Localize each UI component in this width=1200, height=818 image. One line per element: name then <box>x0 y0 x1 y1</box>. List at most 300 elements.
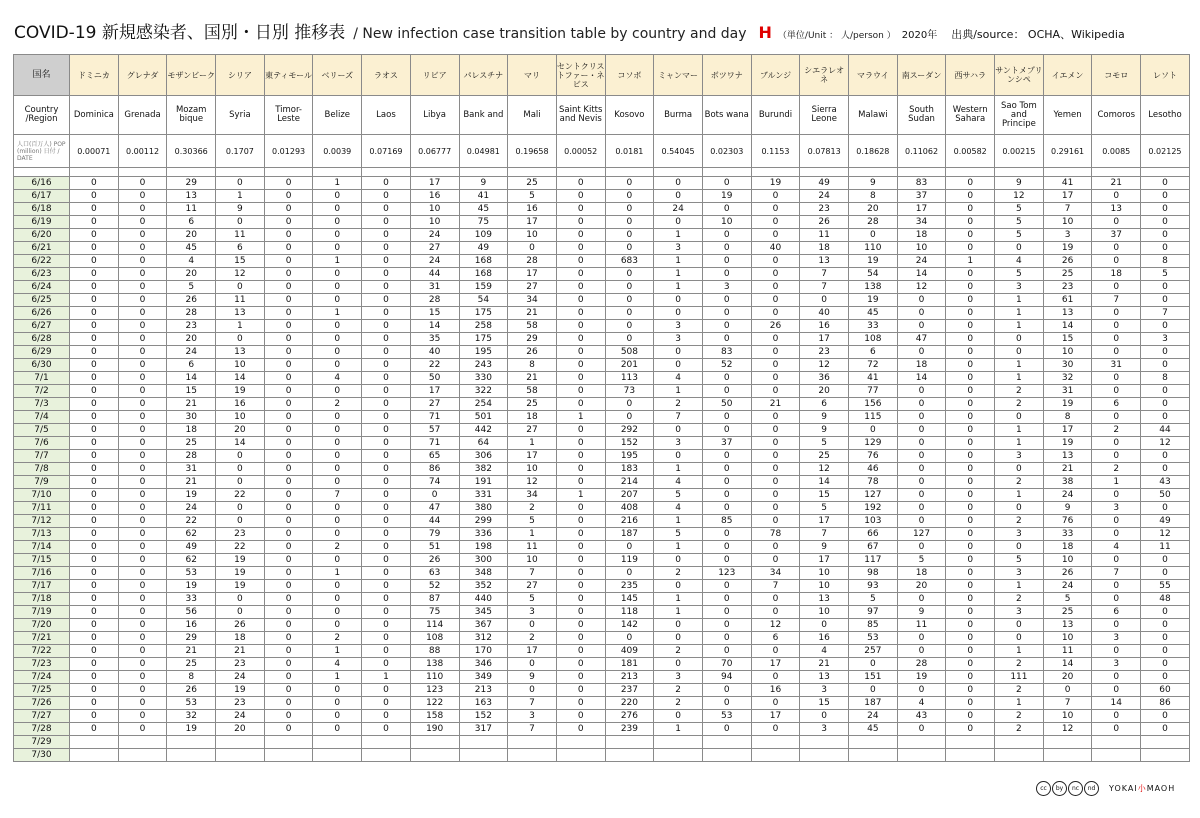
case-cell: 20 <box>216 424 265 437</box>
case-cell: 0 <box>118 294 167 307</box>
case-cell: 37 <box>897 190 946 203</box>
case-cell: 51 <box>410 541 459 554</box>
case-cell: 3 <box>995 450 1044 463</box>
case-cell: 0 <box>1141 658 1190 671</box>
case-cell: 345 <box>459 606 508 619</box>
case-cell: 0 <box>1092 554 1141 567</box>
case-cell: 0 <box>362 333 411 346</box>
case-cell: 0 <box>556 307 605 320</box>
case-cell: 0 <box>70 216 119 229</box>
case-cell: 0 <box>556 333 605 346</box>
case-cell: 14 <box>167 372 216 385</box>
country-name-jp: ブルンジ <box>751 55 800 96</box>
case-cell: 0 <box>264 307 313 320</box>
case-cell: 7 <box>800 528 849 541</box>
table-row <box>14 450 1190 463</box>
case-cell: 7 <box>313 489 362 502</box>
case-cell: 0 <box>362 190 411 203</box>
date-cell: 7/4 <box>14 411 70 424</box>
case-cell <box>313 749 362 762</box>
case-cell: 25 <box>167 437 216 450</box>
case-cell: 0 <box>1092 528 1141 541</box>
case-cell: 0 <box>264 242 313 255</box>
case-cell: 0 <box>702 203 751 216</box>
case-cell: 0 <box>751 554 800 567</box>
case-cell: 17 <box>508 645 557 658</box>
case-cell: 2 <box>654 567 703 580</box>
case-cell: 0 <box>946 619 995 632</box>
spacer-cell <box>605 168 654 177</box>
country-name-en: South Sudan <box>897 96 946 135</box>
case-cell: 2 <box>995 710 1044 723</box>
case-cell: 63 <box>410 567 459 580</box>
case-cell: 683 <box>605 255 654 268</box>
case-cell: 0 <box>1092 580 1141 593</box>
case-cell: 0 <box>410 489 459 502</box>
case-cell: 18 <box>897 359 946 372</box>
country-name-en: Yemen <box>1043 96 1092 135</box>
case-cell: 29 <box>167 632 216 645</box>
brand-left: YOKAI <box>1109 784 1138 793</box>
case-cell: 0 <box>362 593 411 606</box>
case-cell: 1 <box>995 307 1044 320</box>
case-cell: 44 <box>410 268 459 281</box>
case-cell: 0 <box>751 203 800 216</box>
case-cell: 0 <box>216 450 265 463</box>
case-cell: 108 <box>849 333 898 346</box>
case-cell: 0 <box>897 645 946 658</box>
table-row <box>14 424 1190 437</box>
case-cell: 0 <box>751 437 800 450</box>
case-cell: 0 <box>70 684 119 697</box>
case-cell: 0 <box>605 333 654 346</box>
case-cell: 72 <box>849 359 898 372</box>
case-cell: 508 <box>605 346 654 359</box>
table-wrapper <box>13 54 1189 762</box>
case-cell: 9 <box>800 541 849 554</box>
case-cell: 0 <box>70 177 119 190</box>
case-cell: 2 <box>995 593 1044 606</box>
brand-logo <box>1109 783 1175 794</box>
case-cell: 0 <box>702 684 751 697</box>
case-cell: 348 <box>459 567 508 580</box>
case-cell: 0 <box>1141 346 1190 359</box>
case-cell: 0 <box>702 307 751 320</box>
case-cell: 34 <box>751 567 800 580</box>
date-cell: 6/27 <box>14 320 70 333</box>
population-cell: 0.00071 <box>70 135 119 168</box>
case-cell: 9 <box>800 411 849 424</box>
table-row <box>14 606 1190 619</box>
country-name-en: Dominica <box>70 96 119 135</box>
case-cell: 0 <box>1141 411 1190 424</box>
case-cell: 0 <box>118 242 167 255</box>
case-cell: 15 <box>216 255 265 268</box>
case-cell: 0 <box>313 346 362 359</box>
case-cell: 1 <box>654 463 703 476</box>
case-cell: 1 <box>313 645 362 658</box>
table-row <box>14 489 1190 502</box>
case-cell: 45 <box>167 242 216 255</box>
case-cell: 18 <box>897 567 946 580</box>
case-cell: 0 <box>313 710 362 723</box>
country-name-en: Grenada <box>118 96 167 135</box>
country-name-jp: グレナダ <box>118 55 167 96</box>
spacer-cell <box>1043 168 1092 177</box>
case-cell: 29 <box>508 333 557 346</box>
case-cell: 16 <box>800 632 849 645</box>
population-cell: 0.02125 <box>1141 135 1190 168</box>
case-cell: 0 <box>1092 346 1141 359</box>
case-cell: 49 <box>167 541 216 554</box>
case-cell: 0 <box>605 398 654 411</box>
table-row <box>14 437 1190 450</box>
case-cell: 0 <box>702 463 751 476</box>
case-cell: 0 <box>70 619 119 632</box>
country-name-jp: シエラレオネ <box>800 55 849 96</box>
case-cell: 0 <box>118 515 167 528</box>
case-cell: 23 <box>800 346 849 359</box>
case-cell: 26 <box>410 554 459 567</box>
population-cell: 0.29161 <box>1043 135 1092 168</box>
case-cell: 4 <box>897 697 946 710</box>
case-cell: 0 <box>654 424 703 437</box>
date-cell: 7/29 <box>14 736 70 749</box>
case-cell: 0 <box>605 190 654 203</box>
case-cell: 34 <box>897 216 946 229</box>
case-cell: 71 <box>410 437 459 450</box>
table-row <box>14 463 1190 476</box>
case-cell: 3 <box>995 567 1044 580</box>
case-cell: 0 <box>313 554 362 567</box>
case-cell: 0 <box>946 372 995 385</box>
case-cell: 60 <box>1141 684 1190 697</box>
spacer-cell <box>70 168 119 177</box>
nd-license-icon: nd <box>1084 781 1099 796</box>
country-name-jp: イエメン <box>1043 55 1092 96</box>
case-cell: 0 <box>897 489 946 502</box>
case-cell: 7 <box>751 580 800 593</box>
case-cell: 5 <box>654 489 703 502</box>
case-cell: 0 <box>118 359 167 372</box>
case-cell: 0 <box>313 606 362 619</box>
case-cell: 117 <box>849 554 898 567</box>
case-cell: 78 <box>751 528 800 541</box>
case-cell: 367 <box>459 619 508 632</box>
case-cell: 0 <box>1092 645 1141 658</box>
case-cell: 0 <box>946 541 995 554</box>
country-name-jp: コモロ <box>1092 55 1141 96</box>
case-cell <box>118 749 167 762</box>
case-cell <box>508 749 557 762</box>
case-cell: 3 <box>800 723 849 736</box>
case-cell: 0 <box>362 710 411 723</box>
case-cell: 19 <box>849 255 898 268</box>
case-cell: 17 <box>1043 424 1092 437</box>
case-cell: 23 <box>1043 281 1092 294</box>
case-cell: 0 <box>605 567 654 580</box>
case-cell: 0 <box>751 359 800 372</box>
case-cell: 2 <box>313 398 362 411</box>
case-cell: 0 <box>70 554 119 567</box>
case-cell: 440 <box>459 593 508 606</box>
case-cell: 0 <box>946 567 995 580</box>
case-cell: 115 <box>849 411 898 424</box>
case-cell: 87 <box>410 593 459 606</box>
case-cell: 2 <box>313 541 362 554</box>
case-cell: 5 <box>654 528 703 541</box>
country-name-en: Malawi <box>849 96 898 135</box>
case-cell: 0 <box>118 658 167 671</box>
case-cell: 0 <box>362 411 411 424</box>
case-cell: 19 <box>897 671 946 684</box>
case-cell: 0 <box>362 554 411 567</box>
case-cell: 0 <box>605 411 654 424</box>
case-cell <box>508 736 557 749</box>
case-cell: 26 <box>167 294 216 307</box>
case-cell: 0 <box>264 515 313 528</box>
case-cell: 0 <box>362 229 411 242</box>
case-cell: 0 <box>702 229 751 242</box>
case-cell: 14 <box>897 268 946 281</box>
date-cell: 7/18 <box>14 593 70 606</box>
case-cell: 0 <box>1092 242 1141 255</box>
case-cell: 0 <box>800 710 849 723</box>
case-cell: 6 <box>167 359 216 372</box>
case-cell: 0 <box>118 541 167 554</box>
case-cell: 26 <box>508 346 557 359</box>
case-cell: 0 <box>70 437 119 450</box>
country-name-jp: パレスチナ <box>459 55 508 96</box>
case-cell: 0 <box>264 580 313 593</box>
case-cell: 0 <box>556 437 605 450</box>
case-cell: 3 <box>654 242 703 255</box>
case-cell: 0 <box>702 697 751 710</box>
case-cell: 195 <box>459 346 508 359</box>
case-cell: 0 <box>313 242 362 255</box>
case-cell: 23 <box>216 528 265 541</box>
case-cell: 13 <box>1043 307 1092 320</box>
case-cell: 0 <box>751 723 800 736</box>
case-cell: 93 <box>849 580 898 593</box>
case-cell: 5 <box>508 515 557 528</box>
case-cell: 70 <box>702 658 751 671</box>
case-cell: 0 <box>946 606 995 619</box>
case-cell: 7 <box>1043 697 1092 710</box>
case-cell: 0 <box>313 294 362 307</box>
case-cell: 0 <box>702 554 751 567</box>
case-cell: 0 <box>751 450 800 463</box>
case-cell: 0 <box>118 424 167 437</box>
population-cell: 0.0039 <box>313 135 362 168</box>
case-cell: 31 <box>167 463 216 476</box>
case-cell: 98 <box>849 567 898 580</box>
case-cell: 55 <box>1141 580 1190 593</box>
case-cell: 3 <box>1092 658 1141 671</box>
case-cell: 0 <box>751 268 800 281</box>
case-cell: 163 <box>459 697 508 710</box>
case-cell: 0 <box>362 320 411 333</box>
case-cell: 0 <box>1141 203 1190 216</box>
table-row <box>14 593 1190 606</box>
case-cell: 15 <box>167 385 216 398</box>
case-cell: 349 <box>459 671 508 684</box>
case-cell: 0 <box>264 632 313 645</box>
case-cell: 0 <box>605 216 654 229</box>
spacer-cell <box>995 168 1044 177</box>
case-cell: 49 <box>459 242 508 255</box>
case-cell: 0 <box>556 255 605 268</box>
case-cell: 442 <box>459 424 508 437</box>
case-cell: 0 <box>1043 684 1092 697</box>
case-cell: 0 <box>70 346 119 359</box>
country-name-en: Libya <box>410 96 459 135</box>
case-cell: 17 <box>1043 190 1092 203</box>
case-cell <box>995 749 1044 762</box>
case-cell: 0 <box>313 580 362 593</box>
case-cell: 17 <box>508 450 557 463</box>
case-cell <box>654 749 703 762</box>
case-cell: 0 <box>995 619 1044 632</box>
case-cell: 13 <box>800 593 849 606</box>
case-cell: 0 <box>1092 671 1141 684</box>
case-cell: 0 <box>1141 242 1190 255</box>
case-cell: 43 <box>1141 476 1190 489</box>
date-cell: 7/5 <box>14 424 70 437</box>
case-cell: 0 <box>264 463 313 476</box>
case-cell <box>702 736 751 749</box>
case-cell: 0 <box>118 567 167 580</box>
case-cell: 50 <box>410 372 459 385</box>
case-cell: 0 <box>556 450 605 463</box>
case-cell: 44 <box>410 515 459 528</box>
case-cell: 0 <box>946 723 995 736</box>
case-cell: 292 <box>605 424 654 437</box>
case-cell: 10 <box>1043 346 1092 359</box>
case-cell: 10 <box>800 606 849 619</box>
case-cell: 0 <box>702 606 751 619</box>
case-cell: 0 <box>118 320 167 333</box>
table-row <box>14 385 1190 398</box>
case-cell: 23 <box>216 697 265 710</box>
case-cell: 0 <box>264 671 313 684</box>
case-cell: 5 <box>508 190 557 203</box>
date-cell: 7/15 <box>14 554 70 567</box>
spacer-cell <box>654 168 703 177</box>
case-cell: 0 <box>362 424 411 437</box>
case-cell: 0 <box>118 372 167 385</box>
case-cell: 0 <box>1141 567 1190 580</box>
case-cell: 501 <box>459 411 508 424</box>
table-row <box>14 255 1190 268</box>
case-cell: 6 <box>800 398 849 411</box>
case-cell: 0 <box>946 697 995 710</box>
by-license-icon: by <box>1052 781 1067 796</box>
case-cell: 0 <box>264 723 313 736</box>
table-row <box>14 710 1190 723</box>
case-cell: 0 <box>946 645 995 658</box>
brand-right: MAOH <box>1146 784 1176 793</box>
table-row <box>14 359 1190 372</box>
country-name-jp: ドミニカ <box>70 55 119 96</box>
case-cell: 0 <box>556 320 605 333</box>
case-cell: 52 <box>702 359 751 372</box>
case-cell: 8 <box>508 359 557 372</box>
case-cell: 4 <box>313 372 362 385</box>
case-cell: 32 <box>167 710 216 723</box>
table-row <box>14 307 1190 320</box>
case-cell: 7 <box>1141 307 1190 320</box>
case-cell: 10 <box>216 359 265 372</box>
case-cell: 0 <box>995 502 1044 515</box>
case-cell: 11 <box>508 541 557 554</box>
case-cell: 0 <box>1141 502 1190 515</box>
case-cell <box>70 736 119 749</box>
case-cell: 1 <box>362 671 411 684</box>
case-cell: 1 <box>654 541 703 554</box>
case-cell: 111 <box>995 671 1044 684</box>
case-cell: 3 <box>654 333 703 346</box>
case-cell: 0 <box>946 320 995 333</box>
case-cell: 0 <box>751 424 800 437</box>
case-cell: 7 <box>654 411 703 424</box>
case-cell: 5 <box>995 268 1044 281</box>
date-cell: 7/7 <box>14 450 70 463</box>
case-cell: 0 <box>118 281 167 294</box>
case-cell: 2 <box>654 697 703 710</box>
case-cell: 168 <box>459 255 508 268</box>
case-cell: 36 <box>800 372 849 385</box>
case-cell: 0 <box>362 216 411 229</box>
date-cell: 6/24 <box>14 281 70 294</box>
case-cell: 28 <box>167 450 216 463</box>
case-cell: 0 <box>118 619 167 632</box>
case-cell: 5 <box>995 229 1044 242</box>
case-cell: 53 <box>167 697 216 710</box>
case-cell: 2 <box>995 515 1044 528</box>
date-cell: 7/10 <box>14 489 70 502</box>
case-cell: 0 <box>362 255 411 268</box>
case-cell: 6 <box>216 242 265 255</box>
country-name-en: Saint Kitts and Nevis <box>556 96 605 135</box>
case-cell: 0 <box>702 593 751 606</box>
case-cell: 44 <box>1141 424 1190 437</box>
case-cell: 151 <box>849 671 898 684</box>
case-cell: 2 <box>1092 463 1141 476</box>
table-row <box>14 502 1190 515</box>
case-cell: 0 <box>897 723 946 736</box>
case-cell <box>362 749 411 762</box>
case-cell: 14 <box>216 437 265 450</box>
case-cell: 0 <box>1141 177 1190 190</box>
case-cell: 40 <box>751 242 800 255</box>
case-cell: 41 <box>459 190 508 203</box>
case-cell: 75 <box>459 216 508 229</box>
case-cell: 0 <box>702 255 751 268</box>
case-cell: 0 <box>556 502 605 515</box>
case-cell: 11 <box>897 619 946 632</box>
case-cell: 58 <box>508 320 557 333</box>
table-row <box>14 736 1190 749</box>
case-cell: 108 <box>410 632 459 645</box>
case-cell: 53 <box>167 567 216 580</box>
case-cell: 127 <box>849 489 898 502</box>
source-label: 出典/source： OCHA、Wikipedia <box>951 28 1125 41</box>
country-name-jp: ボツワナ <box>702 55 751 96</box>
case-cell: 0 <box>313 359 362 372</box>
case-cell: 0 <box>118 580 167 593</box>
date-cell: 6/16 <box>14 177 70 190</box>
